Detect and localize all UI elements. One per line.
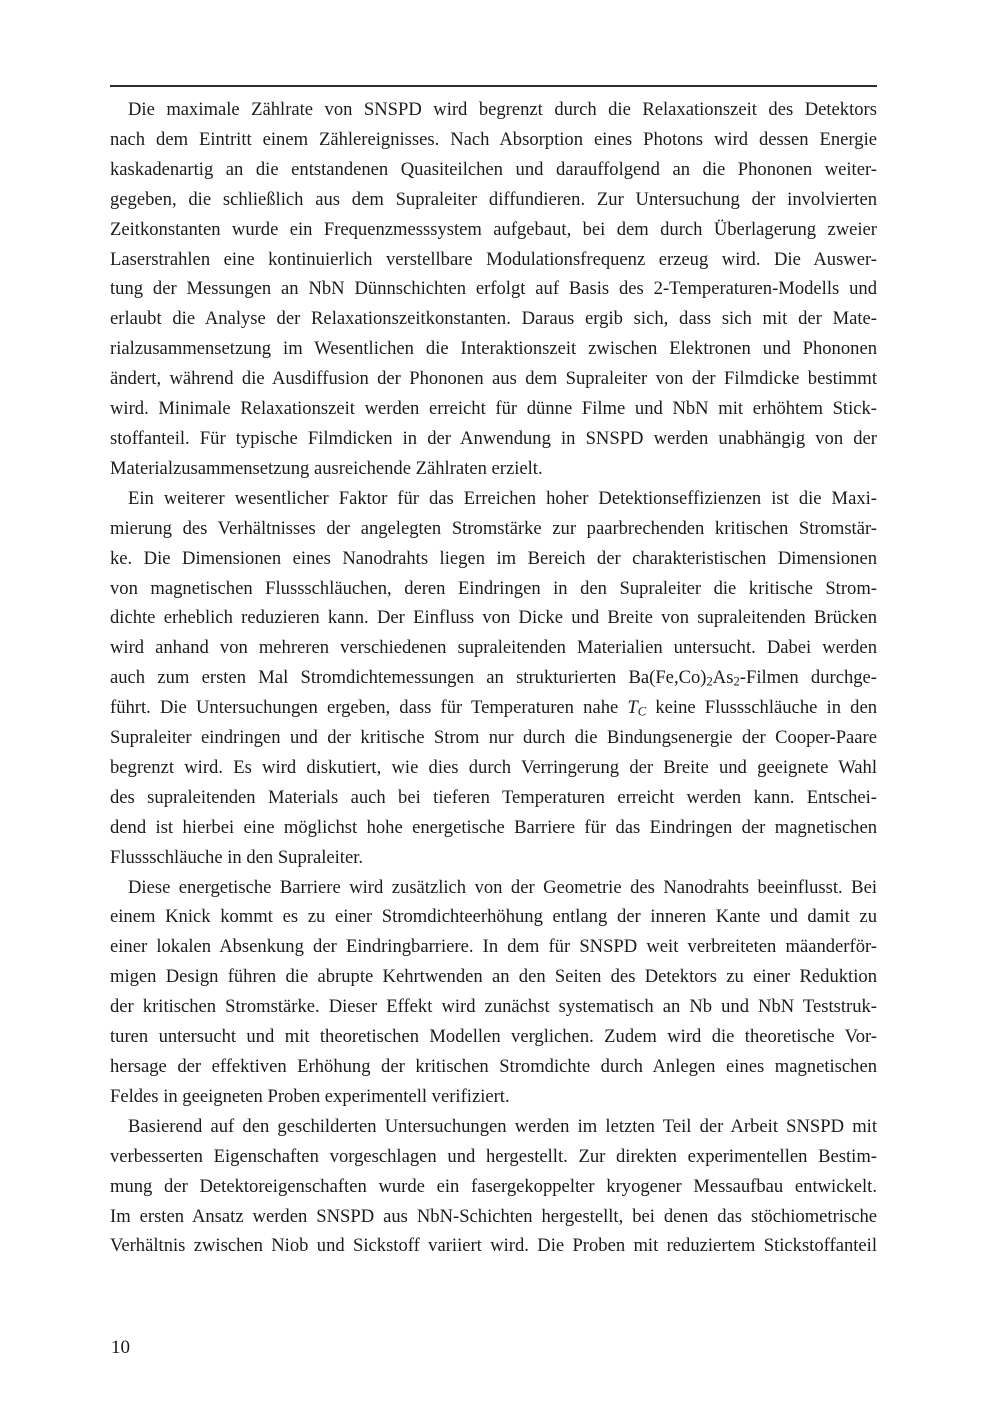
text-segment: begrenzt wird. Es wird diskutiert, wie dies durch Verringerung der Breite und geeignete Wahl xyxy=(110,756,877,778)
text-segment: verbesserten Eigenschaften vorgeschlagen und hergestellt. Zur direkten experimentellen Bestim- xyxy=(110,1145,877,1167)
text-line xyxy=(110,843,877,873)
text-segment: einem Knick kommt es zu einer Stromdichteerhöhung entlang der inneren Kante und damit zu xyxy=(110,906,877,928)
text-line xyxy=(110,693,877,723)
paragraph xyxy=(110,95,877,484)
text-segment: der kritischen Stromstärke. Dieser Effekt wird zunächst systematisch an Nb und NbN Teststruk- xyxy=(110,996,877,1018)
text-segment: rialzusammensetzung im Wesentlichen die Interaktionszeit zwischen Elektronen und Phononen xyxy=(110,338,877,360)
text-line xyxy=(110,245,877,275)
text-segment: As xyxy=(712,667,734,689)
text-segment: führt. Die Untersuchungen ergeben, dass für Temperaturen nahe xyxy=(110,697,628,719)
text-segment: wird anhand von mehreren verschiedenen supraleitenden Materialien untersucht. Dabei werden xyxy=(110,637,877,659)
text-line xyxy=(110,1172,877,1202)
text-line xyxy=(110,603,877,633)
text-line xyxy=(110,663,877,693)
text-line xyxy=(110,783,877,813)
text-segment: des supraleitenden Materials auch bei tieferen Temperaturen erreicht werden kann. Entschei- xyxy=(110,786,877,808)
text-line xyxy=(110,424,877,454)
text-segment: wird. Minimale Relaxationszeit werden erreicht für dünne Filme und NbN mit erhöhtem Stick- xyxy=(110,398,877,420)
text-line xyxy=(110,215,877,245)
text-segment: turen untersucht und mit theoretischen Modellen verglichen. Zudem wird die theoretische Vor- xyxy=(110,1026,877,1048)
text-line xyxy=(110,1202,877,1232)
text-segment: von magnetischen Flussschläuchen, deren Eindringen in den Supraleiter die kritische Strom- xyxy=(110,577,877,599)
text-segment: mierung des Verhältnisses der angelegten Stromstärke zur paarbrechenden kritischen Stromstär- xyxy=(110,517,877,539)
paragraph xyxy=(110,873,877,1112)
text-segment: Diese energetische Barriere wird zusätzlich von der Geometrie des Nanodrahts beeinflusst. Bei xyxy=(128,876,877,898)
text-segment: Feldes in geeigneten Proben experimentell verifiziert. xyxy=(110,1085,510,1107)
text-line xyxy=(110,992,877,1022)
text-line xyxy=(110,364,877,394)
paragraph xyxy=(110,484,877,873)
text-segment: gegeben, die schließlich aus dem Supraleiter diffundieren. Zur Untersuchung der involvierten xyxy=(110,188,877,210)
text-segment: Verhältnis zwischen Niob und Sickstoff variiert wird. Die Proben mit reduziertem Stickstoffanteil xyxy=(110,1235,877,1257)
text-segment: stoffanteil. Für typische Filmdicken in der Anwendung in SNSPD werden unabhängig von der xyxy=(110,427,877,449)
text-line xyxy=(110,274,877,304)
text-segment: tung der Messungen an NbN Dünnschichten erfolgt auf Basis des 2-Temperaturen-Modells und xyxy=(110,278,877,300)
text-segment-isub: C xyxy=(637,704,647,719)
page-number: 10 xyxy=(111,1337,130,1358)
text-segment: migen Design führen die abrupte Kehrtwenden an den Seiten des Detektors zu einer Reduktion xyxy=(110,966,877,988)
text-line xyxy=(110,932,877,962)
text-line xyxy=(110,813,877,843)
text-line xyxy=(110,1112,877,1142)
text-segment: erlaubt die Analyse der Relaxationszeitkonstanten. Daraus ergib sich, dass sich mit der Mate- xyxy=(110,308,877,330)
text-line xyxy=(110,454,877,484)
text-line xyxy=(110,304,877,334)
text-segment: -Filmen durchge- xyxy=(739,667,877,689)
text-segment: dend ist hierbei eine möglichst hohe energetische Barriere für das Eindringen der magnetischen xyxy=(110,816,877,838)
text-line xyxy=(110,125,877,155)
text-segment: kaskadenartig an die entstandenen Quasiteilchen und darauffolgend an die Phononen weiter- xyxy=(110,158,877,180)
text-segment: auch zum ersten Mal Stromdichtemessungen an strukturierten Ba(Fe,Co) xyxy=(110,667,707,689)
text-segment: Materialzusammensetzung ausreichende Zählraten erzielt. xyxy=(110,457,543,479)
text-line xyxy=(110,1052,877,1082)
text-line xyxy=(110,484,877,514)
text-segment: nach dem Eintritt einem Zählereignisses. Nach Absorption eines Photons wird dessen Energie xyxy=(110,128,877,150)
text-line xyxy=(110,1022,877,1052)
text-segment-sub: 2 xyxy=(706,674,713,689)
text-line xyxy=(110,185,877,215)
text-segment: Supraleiter eindringen und der kritische Strom nur durch die Bindungsenergie der Cooper-Paare xyxy=(110,727,877,749)
text-segment: ke. Die Dimensionen eines Nanodrahts liegen im Bereich der charakteristischen Dimensionen xyxy=(110,547,877,569)
text-segment: Laserstrahlen eine kontinuierlich verstellbare Modulationsfrequenz erzeug wird. Die Auswer- xyxy=(110,248,877,270)
body-text xyxy=(110,95,877,1261)
header-rule xyxy=(110,85,877,87)
text-line xyxy=(110,633,877,663)
text-line xyxy=(110,1142,877,1172)
text-segment: mung der Detektoreigenschaften wurde ein fasergekoppelter kryogener Messaufbau entwickelt. xyxy=(110,1175,877,1197)
text-segment: Basierend auf den geschilderten Untersuchungen werden im letzten Teil der Arbeit SNSPD mit xyxy=(128,1115,877,1137)
paragraph xyxy=(110,1112,877,1262)
text-segment: hersage der effektiven Erhöhung der kritischen Stromdichte durch Anlegen eines magnetischen xyxy=(110,1056,877,1077)
text-line xyxy=(110,334,877,364)
text-line xyxy=(110,514,877,544)
text-segment: Flussschläuche in den Supraleiter. xyxy=(110,846,364,868)
text-line xyxy=(110,723,877,753)
text-segment-sub: 2 xyxy=(733,674,740,689)
text-segment: Zeitkonstanten wurde ein Frequenzmesssystem aufgebaut, bei dem durch Überlagerung zweier xyxy=(110,218,877,240)
text-segment-i: T xyxy=(627,697,638,719)
text-line xyxy=(110,95,877,125)
text-line xyxy=(110,962,877,992)
text-segment: Die maximale Zählrate von SNSPD wird begrenzt durch die Relaxationszeit des Detektors xyxy=(128,99,877,120)
text-line xyxy=(110,1082,877,1112)
text-segment: Im ersten Ansatz werden SNSPD aus NbN-Schichten hergestellt, bei denen das stöchiometrische xyxy=(110,1205,877,1227)
text-line xyxy=(110,753,877,783)
text-segment: ändert, während die Ausdiffusion der Phononen aus dem Supraleiter von der Filmdicke bestimmt xyxy=(110,368,877,390)
text-line xyxy=(110,1231,877,1261)
text-line xyxy=(110,873,877,903)
text-segment: keine Flussschläuche in den xyxy=(646,697,878,719)
text-line xyxy=(110,902,877,932)
text-segment: dichte erheblich reduzieren kann. Der Einfluss von Dicke und Breite von supraleitenden Brücken xyxy=(110,607,877,629)
text-segment: einer lokalen Absenkung der Eindringbarriere. In dem für SNSPD weit verbreiteten mäanderför- xyxy=(110,936,877,958)
text-line xyxy=(110,544,877,574)
text-line xyxy=(110,394,877,424)
text-line xyxy=(110,155,877,185)
text-segment: Ein weiterer wesentlicher Faktor für das Erreichen hoher Detektionseffizienzen ist die Maxi- xyxy=(128,487,877,509)
text-line xyxy=(110,574,877,604)
